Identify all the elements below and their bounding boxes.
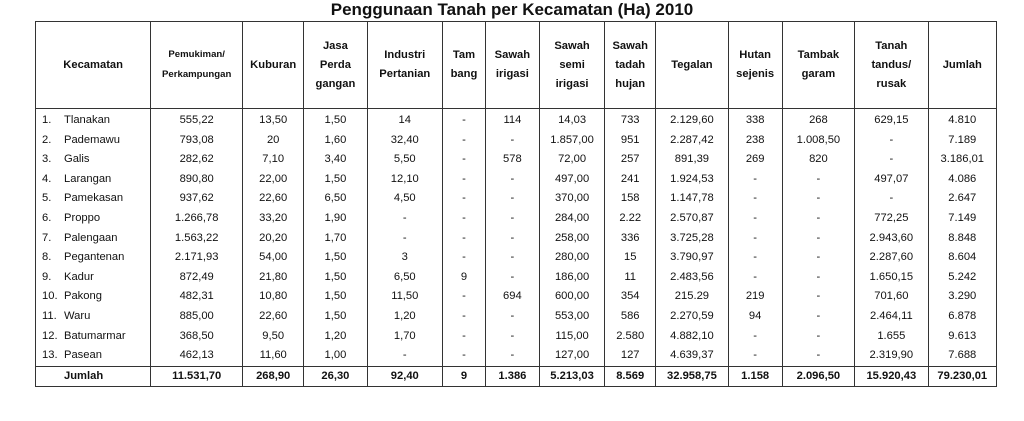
row-number: 6. — [42, 211, 52, 224]
cell-sawah-irigasi: - — [485, 327, 539, 347]
cell-industri: - — [367, 346, 442, 366]
row-number: 3. — [42, 153, 52, 166]
cell-industri: 11,50 — [367, 287, 442, 307]
cell-tambak: - — [782, 346, 854, 366]
cell-kecamatan — [36, 150, 151, 170]
cell-tambak: - — [782, 248, 854, 268]
cell-sawah-semi: 258,00 — [539, 229, 604, 249]
cell-pemukiman: 368,50 — [151, 327, 243, 347]
cell-jumlah: 7.688 — [928, 346, 996, 366]
cell-industri: 5,50 — [367, 150, 442, 170]
cell-pemukiman: 885,00 — [151, 307, 243, 327]
total-sawah-tadah: 8.569 — [605, 366, 656, 386]
cell-jasa: 1,50 — [304, 109, 367, 131]
table-title: Penggunaan Tanah per Kecamatan (Ha) 2010 — [330, 0, 694, 19]
cell-sawah-tadah: 354 — [605, 287, 656, 307]
cell-tegalan: 4.639,37 — [656, 346, 728, 366]
cell-kecamatan — [36, 287, 151, 307]
header-tambang: Tam bang — [443, 22, 486, 109]
cell-tanah-tandus: 701,60 — [855, 287, 928, 307]
kecamatan-name: Pakong — [64, 290, 102, 303]
cell-sawah-irigasi: - — [485, 268, 539, 288]
row-number: 13. — [42, 349, 58, 362]
cell-sawah-tadah: 336 — [605, 229, 656, 249]
kecamatan-name: Pegantenan — [64, 251, 125, 264]
cell-jasa: 1,50 — [304, 248, 367, 268]
cell-tegalan: 1.147,78 — [656, 189, 728, 209]
cell-jasa: 6,50 — [304, 189, 367, 209]
cell-tambang: 9 — [443, 268, 486, 288]
cell-hutan: - — [728, 248, 782, 268]
table-body — [36, 109, 997, 367]
cell-sawah-tadah: 257 — [605, 150, 656, 170]
cell-pemukiman: 482,31 — [151, 287, 243, 307]
cell-sawah-tadah: 2.580 — [605, 327, 656, 347]
table-row — [36, 109, 997, 131]
cell-tambang: - — [443, 209, 486, 229]
total-kuburan: 268,90 — [243, 366, 304, 386]
table-row — [36, 248, 997, 268]
cell-tambang: - — [443, 287, 486, 307]
cell-kuburan: 9,50 — [243, 327, 304, 347]
cell-kecamatan — [36, 209, 151, 229]
cell-tanah-tandus: - — [855, 150, 928, 170]
cell-sawah-semi: 370,00 — [539, 189, 604, 209]
cell-tambang: - — [443, 189, 486, 209]
cell-pemukiman: 1.266,78 — [151, 209, 243, 229]
cell-industri: 3 — [367, 248, 442, 268]
cell-tambak: - — [782, 307, 854, 327]
kecamatan-name: Waru — [64, 309, 91, 322]
header-tegalan: Tegalan — [656, 22, 728, 109]
kecamatan-name: Pasean — [64, 349, 102, 362]
cell-hutan: - — [728, 229, 782, 249]
total-pemukiman: 11.531,70 — [151, 366, 243, 386]
cell-tambang: - — [443, 109, 486, 131]
total-row — [36, 366, 997, 386]
table-row — [36, 209, 997, 229]
kecamatan-name: Palengaan — [64, 231, 118, 244]
cell-tegalan: 2.270,59 — [656, 307, 728, 327]
cell-kuburan: 10,80 — [243, 287, 304, 307]
cell-tambang: - — [443, 346, 486, 366]
cell-tambang: - — [443, 150, 486, 170]
cell-jasa: 1,00 — [304, 346, 367, 366]
cell-industri: 1,20 — [367, 307, 442, 327]
cell-jasa: 3,40 — [304, 150, 367, 170]
cell-tambak: 1.008,50 — [782, 131, 854, 151]
kecamatan-name: Pademawu — [64, 133, 120, 146]
kecamatan-name: Proppo — [64, 211, 101, 224]
cell-kuburan: 7,10 — [243, 150, 304, 170]
cell-pemukiman: 890,80 — [151, 170, 243, 190]
cell-tambang: - — [443, 327, 486, 347]
cell-sawah-tadah: 241 — [605, 170, 656, 190]
cell-tambak: - — [782, 170, 854, 190]
cell-sawah-irigasi: - — [485, 209, 539, 229]
cell-jumlah: 4.086 — [928, 170, 996, 190]
cell-tambak: 268 — [782, 109, 854, 131]
cell-kuburan: 13,50 — [243, 109, 304, 131]
cell-tambak: - — [782, 287, 854, 307]
cell-sawah-semi: 14,03 — [539, 109, 604, 131]
row-number: 10. — [42, 290, 58, 303]
cell-pemukiman: 793,08 — [151, 131, 243, 151]
cell-jumlah: 4.810 — [928, 109, 996, 131]
total-tambang: 9 — [443, 366, 486, 386]
table-row — [36, 346, 997, 366]
cell-jasa: 1,50 — [304, 287, 367, 307]
cell-kecamatan — [36, 109, 151, 131]
cell-tambak: - — [782, 189, 854, 209]
cell-industri: 1,70 — [367, 327, 442, 347]
cell-hutan: - — [728, 170, 782, 190]
cell-tegalan: 2.570,87 — [656, 209, 728, 229]
cell-industri: - — [367, 229, 442, 249]
cell-tanah-tandus: 1.650,15 — [855, 268, 928, 288]
total-tambak: 2.096,50 — [782, 366, 854, 386]
cell-kuburan: 20 — [243, 131, 304, 151]
cell-sawah-tadah: 2.22 — [605, 209, 656, 229]
cell-jasa: 1,90 — [304, 209, 367, 229]
total-tanah-tandus: 15.920,43 — [855, 366, 928, 386]
cell-sawah-tadah: 586 — [605, 307, 656, 327]
table-header — [36, 22, 997, 109]
cell-sawah-irigasi: - — [485, 229, 539, 249]
table-row — [36, 268, 997, 288]
cell-hutan: - — [728, 189, 782, 209]
cell-sawah-irigasi: - — [485, 307, 539, 327]
cell-tanah-tandus: 772,25 — [855, 209, 928, 229]
cell-tambang: - — [443, 248, 486, 268]
cell-sawah-irigasi: - — [485, 131, 539, 151]
cell-tegalan: 4.882,10 — [656, 327, 728, 347]
cell-tambak: - — [782, 327, 854, 347]
kecamatan-name: Pamekasan — [64, 192, 124, 205]
cell-kuburan: 21,80 — [243, 268, 304, 288]
header-sawah-tadah-hujan: Sawah tadah hujan — [605, 22, 656, 109]
cell-kuburan: 20,20 — [243, 229, 304, 249]
cell-hutan: - — [728, 346, 782, 366]
table-row — [36, 170, 997, 190]
cell-jasa: 1,20 — [304, 327, 367, 347]
total-jasa: 26,30 — [304, 366, 367, 386]
cell-sawah-semi: 600,00 — [539, 287, 604, 307]
cell-kecamatan — [36, 327, 151, 347]
cell-kecamatan — [36, 131, 151, 151]
cell-hutan: - — [728, 209, 782, 229]
table-row — [36, 150, 997, 170]
header-pemukiman: Pemukiman/ Perkampungan — [151, 22, 243, 109]
row-number: 12. — [42, 329, 58, 342]
table-row — [36, 189, 997, 209]
cell-tegalan: 891,39 — [656, 150, 728, 170]
cell-kecamatan — [36, 248, 151, 268]
row-number: 8. — [42, 251, 52, 264]
cell-sawah-tadah: 15 — [605, 248, 656, 268]
cell-jumlah: 9.613 — [928, 327, 996, 347]
cell-sawah-tadah: 158 — [605, 189, 656, 209]
cell-kecamatan — [36, 229, 151, 249]
cell-jumlah: 6.878 — [928, 307, 996, 327]
cell-tanah-tandus: 2.319,90 — [855, 346, 928, 366]
cell-hutan: - — [728, 268, 782, 288]
cell-tegalan: 3.725,28 — [656, 229, 728, 249]
total-jumlah: 79.230,01 — [928, 366, 996, 386]
total-tegalan: 32.958,75 — [656, 366, 728, 386]
row-number: 1. — [42, 114, 52, 126]
cell-kuburan: 22,60 — [243, 189, 304, 209]
cell-tambang: - — [443, 229, 486, 249]
cell-industri: 14 — [367, 109, 442, 131]
total-label: Jumlah — [36, 366, 151, 386]
cell-tambang: - — [443, 170, 486, 190]
cell-sawah-semi: 115,00 — [539, 327, 604, 347]
cell-tanah-tandus: 2.287,60 — [855, 248, 928, 268]
cell-tegalan: 2.483,56 — [656, 268, 728, 288]
cell-jumlah: 2.647 — [928, 189, 996, 209]
cell-tegalan: 1.924,53 — [656, 170, 728, 190]
cell-jasa: 1,70 — [304, 229, 367, 249]
row-number: 7. — [42, 231, 52, 244]
cell-kuburan: 22,60 — [243, 307, 304, 327]
cell-sawah-tadah: 127 — [605, 346, 656, 366]
kecamatan-name: Galis — [64, 153, 90, 166]
cell-tambang: - — [443, 307, 486, 327]
cell-jumlah: 7.149 — [928, 209, 996, 229]
cell-kecamatan — [36, 268, 151, 288]
cell-jumlah: 7.189 — [928, 131, 996, 151]
cell-pemukiman: 282,62 — [151, 150, 243, 170]
cell-jasa: 1,60 — [304, 131, 367, 151]
cell-sawah-irigasi: 578 — [485, 150, 539, 170]
header-jasa-perdagangan: Jasa Perda gangan — [304, 22, 367, 109]
header-tanah-tandus: Tanah tandus/ rusak — [855, 22, 928, 109]
cell-industri: - — [367, 209, 442, 229]
cell-pemukiman: 1.563,22 — [151, 229, 243, 249]
total-hutan: 1.158 — [728, 366, 782, 386]
cell-tegalan: 2.287,42 — [656, 131, 728, 151]
cell-kuburan: 22,00 — [243, 170, 304, 190]
cell-jumlah: 3.186,01 — [928, 150, 996, 170]
cell-pemukiman: 462,13 — [151, 346, 243, 366]
cell-tanah-tandus: 2.464,11 — [855, 307, 928, 327]
land-use-table — [35, 21, 997, 387]
cell-sawah-semi: 186,00 — [539, 268, 604, 288]
cell-tanah-tandus: 2.943,60 — [855, 229, 928, 249]
table-row — [36, 307, 997, 327]
row-number: 5. — [42, 192, 52, 205]
cell-sawah-irigasi: - — [485, 248, 539, 268]
header-industri-pertanian: Industri Pertanian — [367, 22, 442, 109]
cell-industri: 32,40 — [367, 131, 442, 151]
cell-industri: 4,50 — [367, 189, 442, 209]
cell-tanah-tandus: 1.655 — [855, 327, 928, 347]
cell-pemukiman: 2.171,93 — [151, 248, 243, 268]
cell-jumlah: 5.242 — [928, 268, 996, 288]
table-row — [36, 327, 997, 347]
cell-kuburan: 11,60 — [243, 346, 304, 366]
cell-kuburan: 33,20 — [243, 209, 304, 229]
header-sawah-semi-irigasi: Sawah semi irigasi — [539, 22, 604, 109]
cell-kecamatan — [36, 170, 151, 190]
cell-kecamatan — [36, 189, 151, 209]
cell-hutan: 94 — [728, 307, 782, 327]
cell-jumlah: 8.604 — [928, 248, 996, 268]
cell-tambang: - — [443, 131, 486, 151]
header-hutan-sejenis: Hutan sejenis — [728, 22, 782, 109]
cell-sawah-irigasi: - — [485, 170, 539, 190]
cell-sawah-tadah: 951 — [605, 131, 656, 151]
cell-kecamatan — [36, 346, 151, 366]
total-sawah-semi: 5.213,03 — [539, 366, 604, 386]
table-row — [36, 131, 997, 151]
row-number: 2. — [42, 133, 52, 146]
cell-jasa: 1,50 — [304, 170, 367, 190]
kecamatan-name: Tlanakan — [64, 114, 111, 126]
cell-hutan: - — [728, 327, 782, 347]
table-row — [36, 229, 997, 249]
cell-tanah-tandus: 497,07 — [855, 170, 928, 190]
cell-tegalan: 215.29 — [656, 287, 728, 307]
cell-sawah-irigasi: - — [485, 189, 539, 209]
cell-tambak: - — [782, 268, 854, 288]
total-industri: 92,40 — [367, 366, 442, 386]
header-kuburan: Kuburan — [243, 22, 304, 109]
header-sawah-irigasi: Sawah irigasi — [485, 22, 539, 109]
cell-industri: 6,50 — [367, 268, 442, 288]
cell-tegalan: 3.790,97 — [656, 248, 728, 268]
cell-sawah-tadah: 11 — [605, 268, 656, 288]
cell-tambak: - — [782, 209, 854, 229]
cell-hutan: 338 — [728, 109, 782, 131]
cell-tambak: 820 — [782, 150, 854, 170]
cell-hutan: 269 — [728, 150, 782, 170]
cell-tanah-tandus: 629,15 — [855, 109, 928, 131]
cell-hutan: 238 — [728, 131, 782, 151]
row-number: 4. — [42, 172, 52, 185]
cell-jumlah: 3.290 — [928, 287, 996, 307]
kecamatan-name: Batumarmar — [64, 329, 126, 342]
cell-sawah-irigasi: - — [485, 346, 539, 366]
total-sawah-irigasi: 1.386 — [485, 366, 539, 386]
cell-sawah-semi: 1.857,00 — [539, 131, 604, 151]
cell-kuburan: 54,00 — [243, 248, 304, 268]
kecamatan-name: Larangan — [64, 172, 112, 185]
cell-tegalan: 2.129,60 — [656, 109, 728, 131]
table-row — [36, 287, 997, 307]
row-number: 11. — [42, 309, 57, 322]
cell-jumlah: 8.848 — [928, 229, 996, 249]
cell-sawah-semi: 280,00 — [539, 248, 604, 268]
cell-kecamatan — [36, 307, 151, 327]
kecamatan-name: Kadur — [64, 270, 94, 283]
cell-tambak: - — [782, 229, 854, 249]
cell-pemukiman: 937,62 — [151, 189, 243, 209]
cell-pemukiman: 872,49 — [151, 268, 243, 288]
cell-sawah-semi: 127,00 — [539, 346, 604, 366]
cell-sawah-semi: 72,00 — [539, 150, 604, 170]
header-kecamatan: Kecamatan — [36, 22, 151, 109]
cell-tanah-tandus: - — [855, 189, 928, 209]
cell-pemukiman: 555,22 — [151, 109, 243, 131]
cell-tanah-tandus: - — [855, 131, 928, 151]
cell-sawah-semi: 497,00 — [539, 170, 604, 190]
cell-sawah-semi: 284,00 — [539, 209, 604, 229]
cell-sawah-tadah: 733 — [605, 109, 656, 131]
cell-sawah-irigasi: 114 — [485, 109, 539, 131]
row-number: 9. — [42, 270, 52, 283]
header-jumlah: Jumlah — [928, 22, 996, 109]
header-tambak-garam: Tambak garam — [782, 22, 854, 109]
cell-sawah-semi: 553,00 — [539, 307, 604, 327]
table-total — [36, 366, 997, 386]
cell-jasa: 1,50 — [304, 307, 367, 327]
cell-industri: 12,10 — [367, 170, 442, 190]
cell-jasa: 1,50 — [304, 268, 367, 288]
cell-hutan: 219 — [728, 287, 782, 307]
cell-sawah-irigasi: 694 — [485, 287, 539, 307]
